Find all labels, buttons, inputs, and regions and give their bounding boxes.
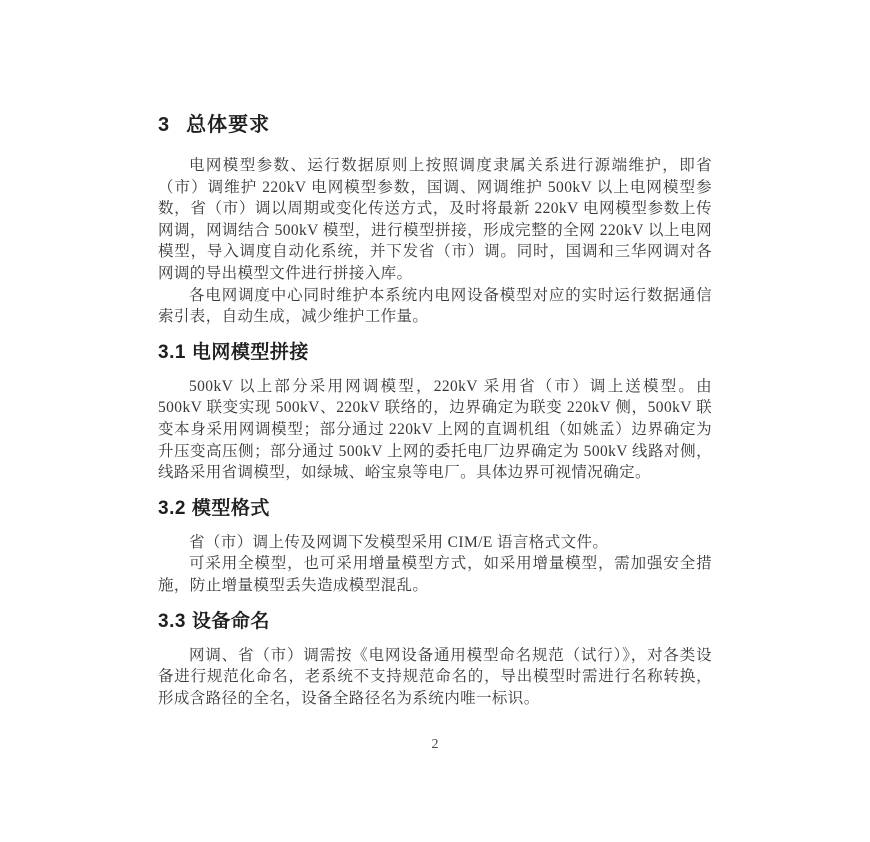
page-number: 2	[431, 737, 439, 752]
section-heading-3	[158, 112, 712, 139]
paragraph: 各电网调度中心同时维护本系统内电网设备模型对应的实时运行数据通信索引表，自动生成，减少维护工作量。	[158, 286, 712, 326]
paragraph: 网调、省（市）调需按《电网设备通用模型命名规范（试行）》，对各类设备进行规范化命名，老系统不支持规范命名的，导出模型时需进行名称转换，形成含路径的全名，设备全路径名为系统内唯一标识。	[158, 646, 712, 707]
section-number: 3	[158, 114, 171, 136]
section-heading-3-3	[158, 608, 712, 635]
section-number: 3.3	[158, 610, 186, 632]
section-title: 模型格式	[191, 497, 270, 519]
paragraph: 电网模型参数、运行数据原则上按照调度隶属关系进行源端维护，即省（市）调维护 220kV 电网模型参数，国调、网调维护 500kV 以上电网模型参数，省（市）调以周期或变化传送方式，及时将最新 220kV 电网模型参数上传网调，网调结合 500kV 模型，进行模型拼接，形成完整的全网 220kV 以上电网模型，导入调度自动化系统，并下发省（市）调。同时，国调和三华网调对各网调的导出模型文件进行拼接入库。	[158, 157, 712, 282]
section-number: 3.2	[158, 497, 186, 519]
section-title: 设备命名	[191, 610, 270, 632]
paragraph: 500kV 以上部分采用网调模型，220kV 采用省（市）调上送模型。由 500kV 联变实现 500kV、220kV 联络的，边界确定为联变 220kV 侧，500kV 联变本身采用网调模型；部分通过 220kV 上网的直调机组（如姚孟）边界确定为升压变高压侧；部分通过 500kV 上网的委托电厂边界确定为 500kV 线路对侧，线路采用省调模型，如绿城、峪宝泉等电厂。具体边界可视情况确定。	[158, 377, 712, 482]
section-title: 电网模型拼接	[191, 341, 309, 363]
paragraph: 省（市）调上传及网调下发模型采用 CIM/E 语言格式文件。	[189, 533, 609, 551]
section-title: 总体要求	[186, 114, 271, 136]
paragraph: 可采用全模型，也可采用增量模型方式，如采用增量模型，需加强安全措施，防止增量模型丢失造成模型混乱。	[158, 555, 712, 594]
document-content	[158, 112, 712, 709]
section-heading-3-1	[158, 339, 712, 366]
section-heading-3-2	[158, 495, 712, 522]
section-number: 3.1	[158, 341, 186, 363]
